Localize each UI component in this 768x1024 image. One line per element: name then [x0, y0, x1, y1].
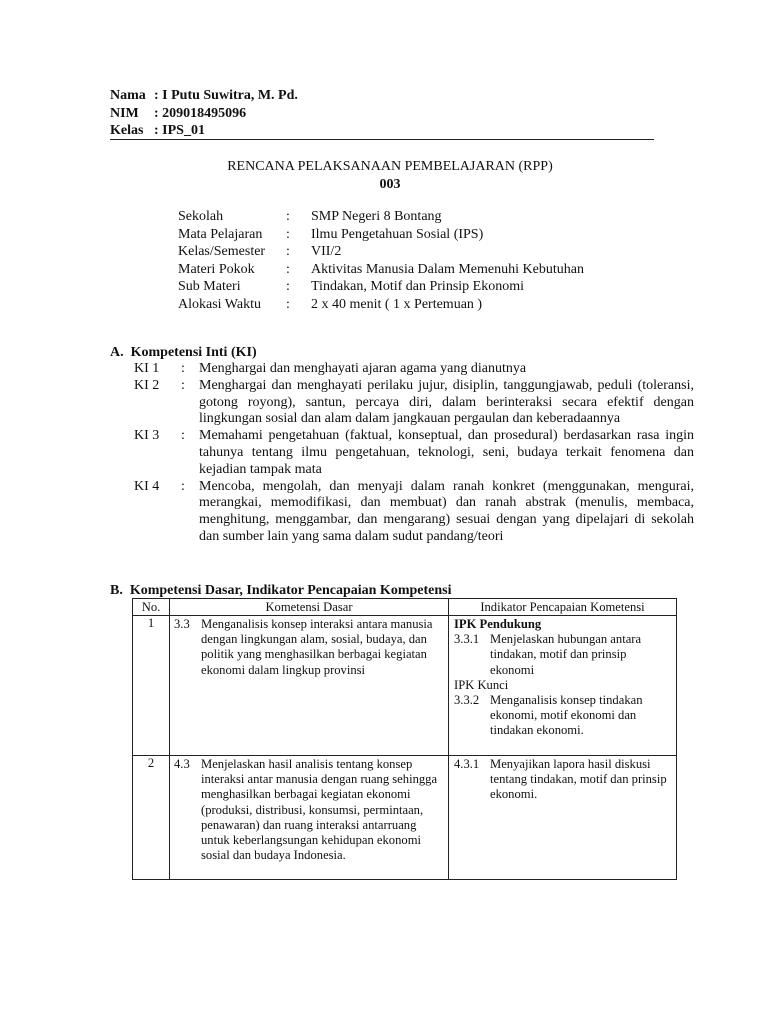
meta-colon: : — [286, 209, 290, 224]
meta-colon: : — [286, 261, 290, 277]
ki-item — [134, 378, 694, 428]
header-ipk: Indikator Pencapaian Kometensi — [449, 599, 677, 616]
identity-nama — [110, 87, 298, 105]
nama-value: : I Putu Suwitra, M. Pd. — [154, 88, 298, 103]
ipk-number: 4.3.1 — [454, 757, 480, 771]
meta-label: Materi Pokok — [178, 261, 255, 277]
nim-label: NIM — [110, 105, 139, 121]
meta-row — [178, 208, 584, 226]
kelas-value: : IPS_01 — [154, 123, 205, 138]
ki-colon: : — [181, 478, 185, 494]
kd-number: 4.3 — [174, 757, 190, 771]
ipk-kunci-label: IPK Kunci — [454, 677, 509, 692]
kd-cell — [170, 616, 449, 756]
meta-label: Mata Pelajaran — [178, 226, 263, 242]
ipk-pendukung-label: IPK Pendukung — [454, 617, 542, 631]
meta-value: Aktivitas Manusia Dalam Memenuhi Kebutuhan — [311, 261, 584, 277]
kd-number: 3.3 — [174, 617, 190, 631]
ki-colon: : — [181, 361, 185, 376]
table-row — [133, 616, 677, 756]
row-no: 1 — [133, 616, 170, 756]
kd-cell — [170, 756, 449, 880]
ki-text: Menghargai dan menghayati ajaran agama yang dianutnya — [199, 361, 527, 376]
ipk-text: Menjelaskan hubungan antara tindakan, motif dan prinsip ekonomi — [490, 632, 642, 677]
ipk-text: Menyajikan lapora hasil diskusi tentang tindakan, motif dan prinsip ekonomi. — [490, 757, 667, 802]
ki-text: Menghargai dan menghayati perilaku jujur, disiplin, tanggungjawab, peduli (toleransi, gotong royong), santun, percaya diri, dalam berinteraksi secara efektif dengan lingkungan sosial dan alam dalam jangkauan pergaulan dan keberadaannya — [199, 377, 694, 427]
identity-kelas — [110, 122, 298, 140]
section-b-heading: B. Kompetensi Dasar, Indikator Pencapaian Kompetensi — [110, 583, 452, 598]
meta-row — [178, 261, 584, 279]
title-line-2: 003 — [379, 176, 401, 192]
ki-code: KI 3 — [134, 428, 160, 444]
ipk-number: 3.3.2 — [454, 693, 480, 708]
lesson-meta — [178, 208, 584, 313]
ki-list — [134, 361, 694, 546]
nama-label: Nama — [110, 88, 146, 103]
meta-value: Tindakan, Motif dan Prinsip Ekonomi — [311, 279, 524, 294]
meta-row — [178, 243, 584, 261]
meta-label: Sekolah — [178, 209, 224, 224]
ki-code: KI 4 — [134, 478, 160, 494]
meta-row — [178, 296, 584, 314]
ipk-text: Menganalisis konsep tindakan ekonomi, motif ekonomi dan tindakan ekonomi. — [490, 693, 643, 738]
title-line-1: RENCANA PELAKSANAAN PEMBELAJARAN (RPP) — [227, 159, 553, 174]
meta-label: Alokasi Waktu — [178, 296, 261, 312]
meta-value: VII/2 — [311, 244, 342, 259]
meta-colon: : — [286, 279, 290, 294]
kd-text: Menjelaskan hasil analisis tentang konsep interaksi antar manusia dengan ruang sehingga menghasilkan berbagai kegiatan ekonomi (produksi, distribusi, konsumsi, permintaan, penawaran) dan ruang interaksi antarruang untuk keberlangsungan kehidupan ekonomi sosial dan budaya Indonesia. — [201, 757, 438, 863]
meta-value: Ilmu Pengetahuan Sosial (IPS) — [311, 226, 484, 242]
nim-value: : 209018495096 — [154, 105, 247, 121]
ipk-cell — [449, 756, 677, 880]
meta-value: SMP Negeri 8 Bontang — [311, 209, 442, 224]
header-kd: Kometensi Dasar — [170, 599, 449, 616]
kelas-label: Kelas — [110, 123, 144, 138]
ki-item — [134, 361, 694, 378]
header-divider — [110, 139, 654, 140]
identity-nim — [110, 105, 298, 123]
ki-text: Mencoba, mengolah, dan menyaji dalam ranah konkret (menggunakan, mengurai, merangkai, memodifikasi, dan membuat) dan ranah abstrak (menulis, membaca, menghitung, menggambar, dan mengarang) sesuai dengan yang dipelajari di sekolah dan sumber lain yang sama dalam sudut pandang/teori — [199, 478, 694, 544]
ipk-cell — [449, 616, 677, 756]
document-title — [110, 158, 670, 193]
kd-entry — [174, 757, 444, 863]
identity-block — [110, 87, 298, 140]
section-a-heading: A. Kompetensi Inti (KI) — [110, 345, 257, 360]
meta-colon: : — [286, 296, 290, 312]
ipk-number: 3.3.1 — [454, 632, 480, 647]
meta-row — [178, 278, 584, 296]
header-no: No. — [133, 599, 170, 616]
ipk-entry — [454, 632, 672, 678]
kd-text: Menganalisis konsep interaksi antara manusia dengan lingkungan alam, sosial, budaya, dan politik yang menghasilkan berbagai kegiatan ekonomi dalam lingkup provinsi — [201, 617, 433, 677]
meta-value: 2 x 40 menit ( 1 x Pertemuan ) — [311, 296, 483, 312]
ki-colon: : — [181, 428, 185, 444]
ki-item — [134, 428, 694, 478]
ipk-entry — [454, 693, 672, 739]
ki-colon: : — [181, 377, 185, 393]
meta-label: Sub Materi — [178, 279, 241, 294]
table-row — [133, 756, 677, 880]
meta-colon: : — [286, 244, 290, 259]
meta-row — [178, 226, 584, 244]
kd-entry — [174, 617, 444, 678]
kd-table — [132, 598, 677, 880]
ki-text: Memahami pengetahuan (faktual, konseptual, dan prosedural) berdasarkan rasa ingin tahunya tentang ilmu pengetahuan, teknologi, seni, budaya terkait fenomena dan kejadian tampak mata — [199, 428, 694, 477]
meta-colon: : — [286, 226, 290, 242]
row-no: 2 — [133, 756, 170, 880]
table-header-row — [133, 599, 677, 616]
ki-item — [134, 479, 694, 546]
ki-code: KI 1 — [134, 361, 160, 376]
ki-code: KI 2 — [134, 377, 160, 393]
meta-label: Kelas/Semester — [178, 244, 266, 259]
ipk-entry — [454, 757, 672, 803]
